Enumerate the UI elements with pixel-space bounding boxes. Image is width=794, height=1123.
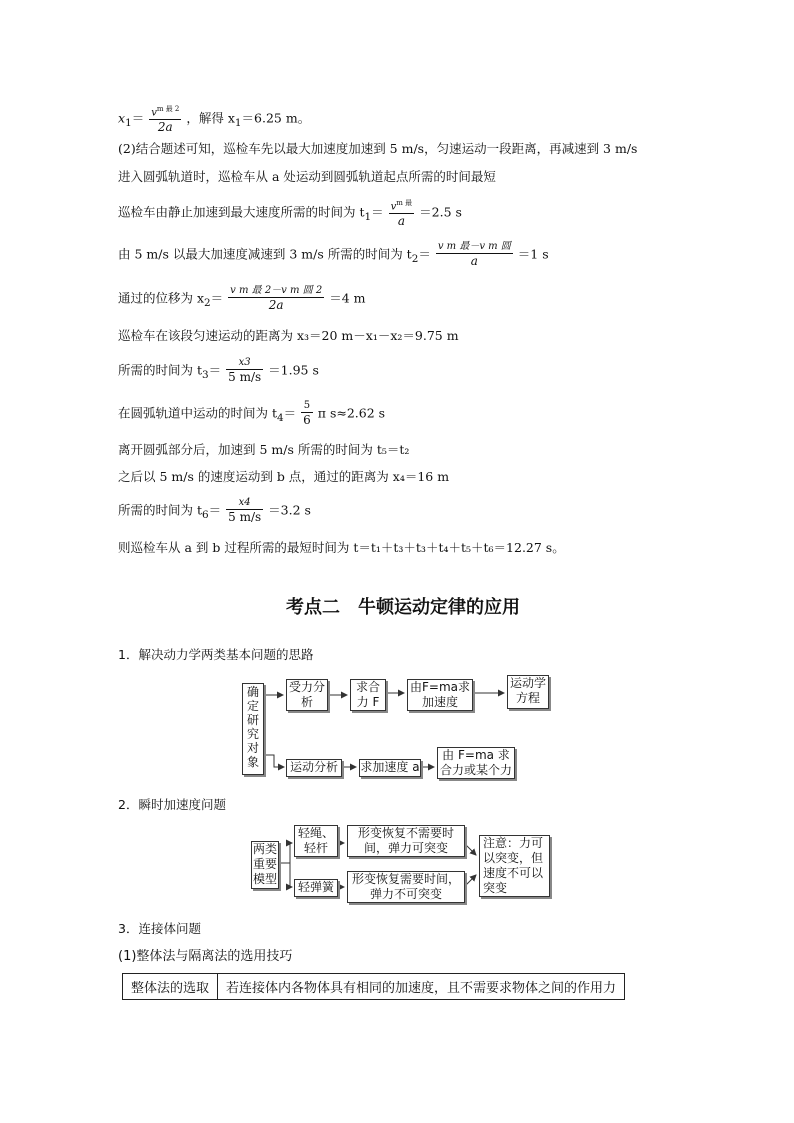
box-research-object: 确定研究对象	[242, 683, 264, 775]
eq-line-6: 通过的位移为 $x_2=$ $\frac{\text{v m 最 2－v m 圆 2}}{2a}$ ＝4 m	[118, 285, 366, 312]
eq-line-8: 所需的时间为 $t_3=$ $\frac{x3}{5 m/s}$ ＝1.95 s	[118, 357, 319, 384]
fraction: $\frac{v^{m 最 2}}{2a}$	[151, 105, 180, 135]
subheading-3a: (1)整体法与隔离法的选用技巧	[118, 949, 293, 964]
box-two-models: 两类重要模型	[251, 841, 279, 889]
box-kinematics: 运动学方程	[507, 675, 549, 709]
method-table	[122, 973, 625, 1000]
box-rope-rod: 轻绳、轻杆	[294, 825, 338, 857]
eq-line-1: $x_1=$ $\frac{v^{m 最 2}}{2a}$ ，解得 $x_1=6.25$ m。	[118, 105, 311, 135]
box-force-analysis: 受力分析	[286, 679, 328, 711]
fraction: $\frac{\text{v m 最－v m 圆}}{a}$	[437, 241, 511, 268]
box-rope-rod-desc: 形变恢复不需要时间，弹力可突变	[347, 825, 465, 857]
box-spring-desc: 形变恢复需要时间，弹力不可突变	[347, 871, 465, 903]
box-spring: 轻弹簧	[294, 879, 338, 897]
table-cell-condition: 若连接体内各物体具有相同的加速度，且不需要求物体之间的作用力	[218, 974, 625, 1000]
eq-line-12: 所需的时间为 $t_6=$ $\frac{x4}{5 m/s}$ ＝3.2 s	[118, 497, 311, 524]
text-line-13: 则巡检车从 a 到 b 过程所需的最短时间为 t＝t₁＋t₃＋t₃＋t₄＋t₅＋t₆＝12.27 s。	[118, 540, 565, 555]
subheading-3: 3．连接体问题	[118, 921, 201, 936]
box-find-acceleration: 由F=ma求加速度	[407, 679, 473, 711]
text-line-2: (2)结合题述可知，巡检车先以最大加速度加速到 5 m/s，匀速运动一段距离，再减速到 3 m/s	[118, 141, 638, 156]
fraction: $\frac{x4}{5 m/s}$	[228, 497, 262, 524]
table-row	[123, 974, 625, 1000]
fraction: $\frac{x3}{5 m/s}$	[228, 357, 262, 384]
text-line-7: 巡检车在该段匀速运动的距离为 x₃＝20 m－x₁－x₂＝9.75 m	[118, 328, 459, 343]
box-note: 注意：力可以突变，但速度不可以突变	[479, 835, 550, 897]
subheading-1: 1．解决动力学两类基本问题的思路	[118, 647, 314, 662]
box-motion-analysis: 运动分析	[286, 759, 342, 777]
subheading-2: 2．瞬时加速度问题	[118, 797, 226, 812]
box-net-force: 求合力 F	[350, 679, 386, 711]
fraction: $\frac{5}{6}$	[303, 400, 311, 427]
fraction: $\frac{\text{v m 最 2－v m 圆 2}}{2a}$	[230, 285, 323, 312]
eq-line-5: 由 5 m/s 以最大加速度减速到 3 m/s 所需的时间为 $t_2=$ $\frac{\text{v m 最－v m 圆}}{a}$ ＝1 s	[118, 241, 549, 268]
box-acceleration-a: 求加速度 a	[359, 759, 421, 777]
text-line-11: 之后以 5 m/s 的速度运动到 b 点，通过的距离为 x₄＝16 m	[118, 469, 450, 484]
box-find-force: 由 F=ma 求合力或某个力	[437, 747, 515, 779]
eq-line-9: 在圆弧轨道中运动的时间为 $t_4=$ $\frac{5}{6}$ π s≈2.62 s	[118, 400, 386, 427]
fraction: $\frac{v^{m 最}}{a}$	[390, 199, 413, 229]
text-line-10: 离开圆弧部分后，加速到 5 m/s 所需的时间为 t₅＝t₂	[118, 442, 410, 457]
text-line-3: 进入圆弧轨道时，巡检车从 a 处运动到圆弧轨道起点所需的时间最短	[118, 169, 496, 184]
eq-line-4: 巡检车由静止加速到最大速度所需的时间为 $t_1=$ $\frac{v^{m 最}}{a}$ ＝2.5 s	[118, 199, 462, 229]
section-title: 考点二 牛顿运动定律的应用	[286, 597, 520, 618]
table-cell-method: 整体法的选取	[123, 974, 218, 1000]
